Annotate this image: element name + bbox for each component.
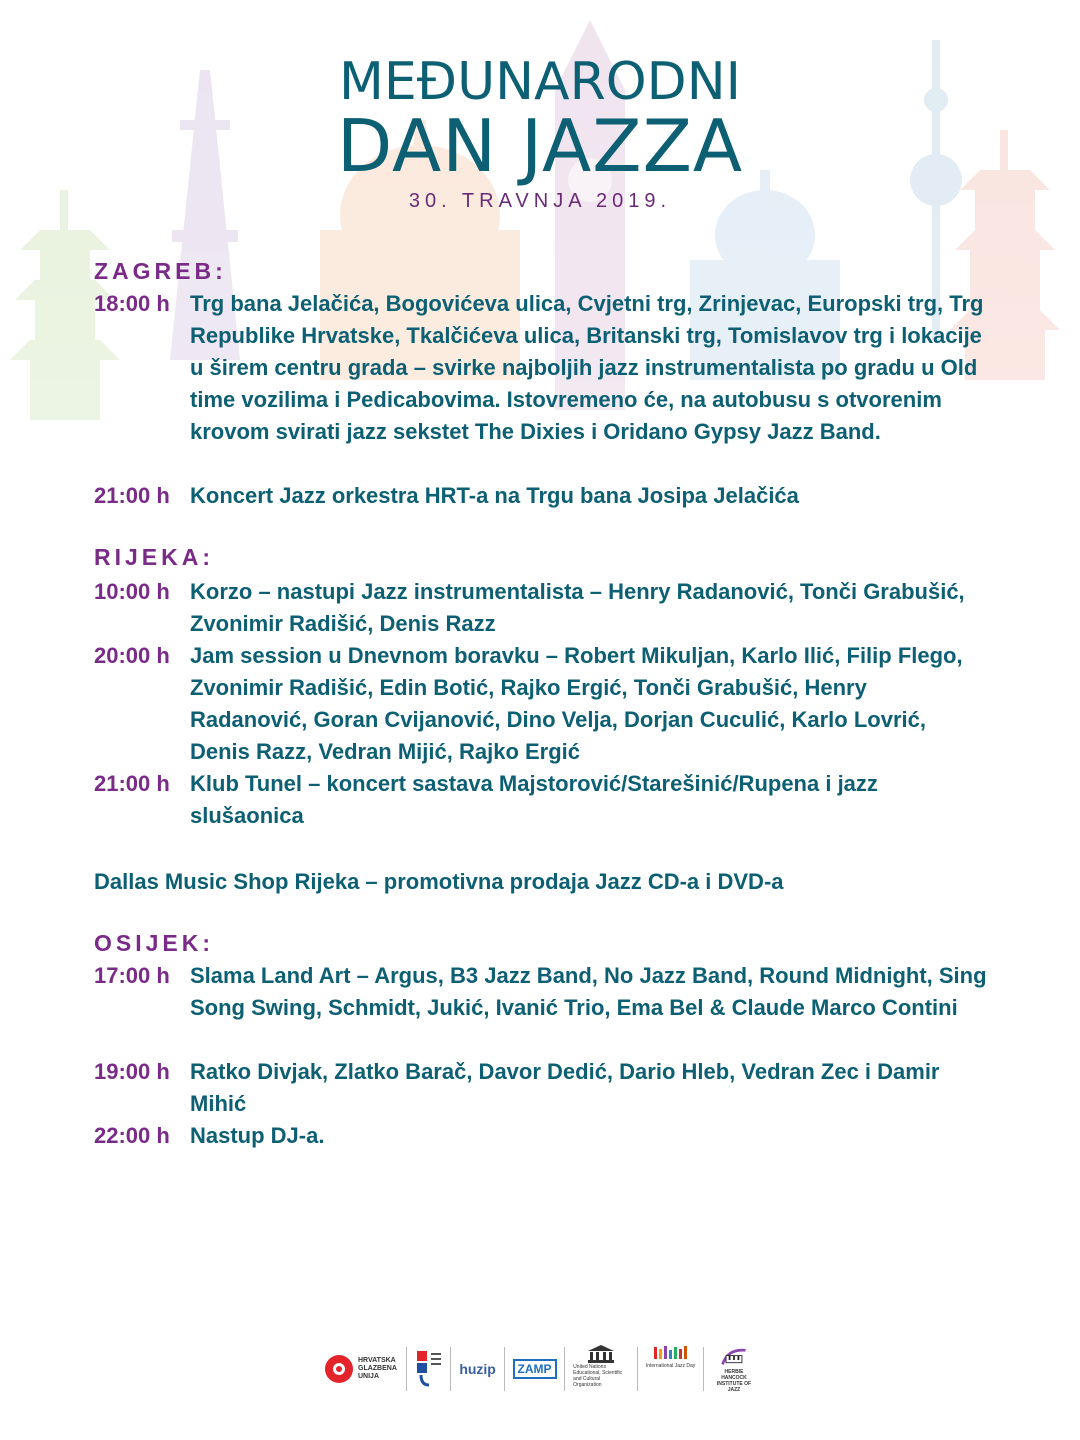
jazz-day-logo-text: International Jazz Day [645,1363,696,1369]
hgu-logo-icon [324,1354,354,1384]
event-time: 10:00 h [94,579,170,604]
event-description: Jam session u Dnevnom boravku – Robert Mikuljan, Karlo Ilić, Filip Flego, Zvonimir Radišić, Edin Botić, Rajko Ergić, Tonči Grabušić, Henry Radanović, Goran Cvijanović, Dino Velja, Dorjan Cuculić, Karlo Lovrić, Denis Razz, Vedran Mijić, Rajko Ergić [190,643,963,764]
international-jazz-day-logo [642,1345,699,1393]
unesco-temple-icon [586,1345,616,1363]
event-description: Ratko Divjak, Zlatko Barač, Davor Dedić, Dario Hleb, Vedran Zec i Damir Mihić [190,1059,940,1116]
ministry-logo [411,1345,447,1393]
huzip-logo-text: huzip [459,1361,496,1377]
logo-divider [564,1347,565,1391]
event-description: Klub Tunel – koncert sastava Majstorović/Starešinić/Rupena i jazz slušaonica [190,771,878,828]
event-description: Trg bana Jelačića, Bogovićeva ulica, Cvjetni trg, Zrinjevac, Europski trg, Trg Republike Hrvatske, Tkalčićeva ulica, Britanski trg, Tomislavov trg i lokacije u širem centru grada – svirke najboljih jazz instrumentalista po gradu u Old time vozilima i Pedicabovima. Istovremeno će, na autobusu s otvorenim krovom svirati jazz sekstet The Dixies i Oridano Gypsy Jazz Band. [190,291,984,444]
event-time: 20:00 h [94,643,170,668]
unesco-logo [569,1345,633,1393]
event-time: 17:00 h [94,963,170,988]
jazz-day-bars-icon [653,1345,689,1361]
unesco-logo-text: United Nations Educational, Scientific and Cultural Organization [573,1364,623,1388]
event-description: Korzo – nastupi Jazz instrumentalista – Henry Radanović, Tonči Grabušić, Zvonimir Radišić, Denis Razz [190,579,965,636]
city-heading-zagreb: ZAGREB: [94,258,227,284]
hgu-logo [320,1345,402,1393]
event-row [94,288,994,480]
event-description: Nastup DJ-a. [190,1123,325,1148]
title-line-1: MEĐUNARODNI [339,52,741,112]
sponsor-logos [320,1340,760,1398]
logo-divider [406,1347,407,1391]
city-heading-osijek: OSIJEK: [94,930,215,956]
city-heading-rijeka: RIJEKA: [94,544,215,570]
event-time: 18:00 h [94,291,170,316]
event-time: 19:00 h [94,1059,170,1084]
zamp-logo [509,1345,561,1393]
huzip-logo [455,1345,500,1393]
piano-keys-icon [717,1345,751,1368]
event-time: 21:00 h [94,483,170,508]
event-description: Koncert Jazz orkestra HRT-a na Trgu bana Josipa Jelačića [190,483,799,508]
event-row [94,1056,994,1120]
logo-divider [504,1347,505,1391]
hancock-institute-logo [708,1345,760,1393]
event-row [94,768,994,832]
zamp-logo-text: ZAMP [513,1359,557,1379]
ministry-logo-icon [415,1349,443,1389]
hgu-logo-text: HRVATSKA GLAZBENA UNIJA [358,1357,397,1380]
event-row [94,480,994,512]
event-date: 30. TRAVNJA 2019. [408,190,672,212]
event-time: 22:00 h [94,1123,170,1148]
hancock-logo-text: HERBIE HANCOCK INSTITUTE OF JAZZ [716,1369,752,1393]
event-time: 21:00 h [94,771,170,796]
logo-divider [637,1347,638,1391]
logo-divider [450,1347,451,1391]
logo-divider [703,1347,704,1391]
shop-note: Dallas Music Shop Rijeka – promotivna prodaja Jazz CD-a i DVD-a [94,869,784,894]
event-row [94,960,994,1056]
event-row [94,576,994,640]
event-row [94,1120,994,1152]
event-row [94,640,994,768]
event-description: Slama Land Art – Argus, B3 Jazz Band, No Jazz Band, Round Midnight, Sing Song Swing, Schmidt, Jukić, Ivanić Trio, Ema Bel & Claude Marco Contini [190,963,987,1020]
title-line-2: DAN JAZZA [336,104,744,188]
